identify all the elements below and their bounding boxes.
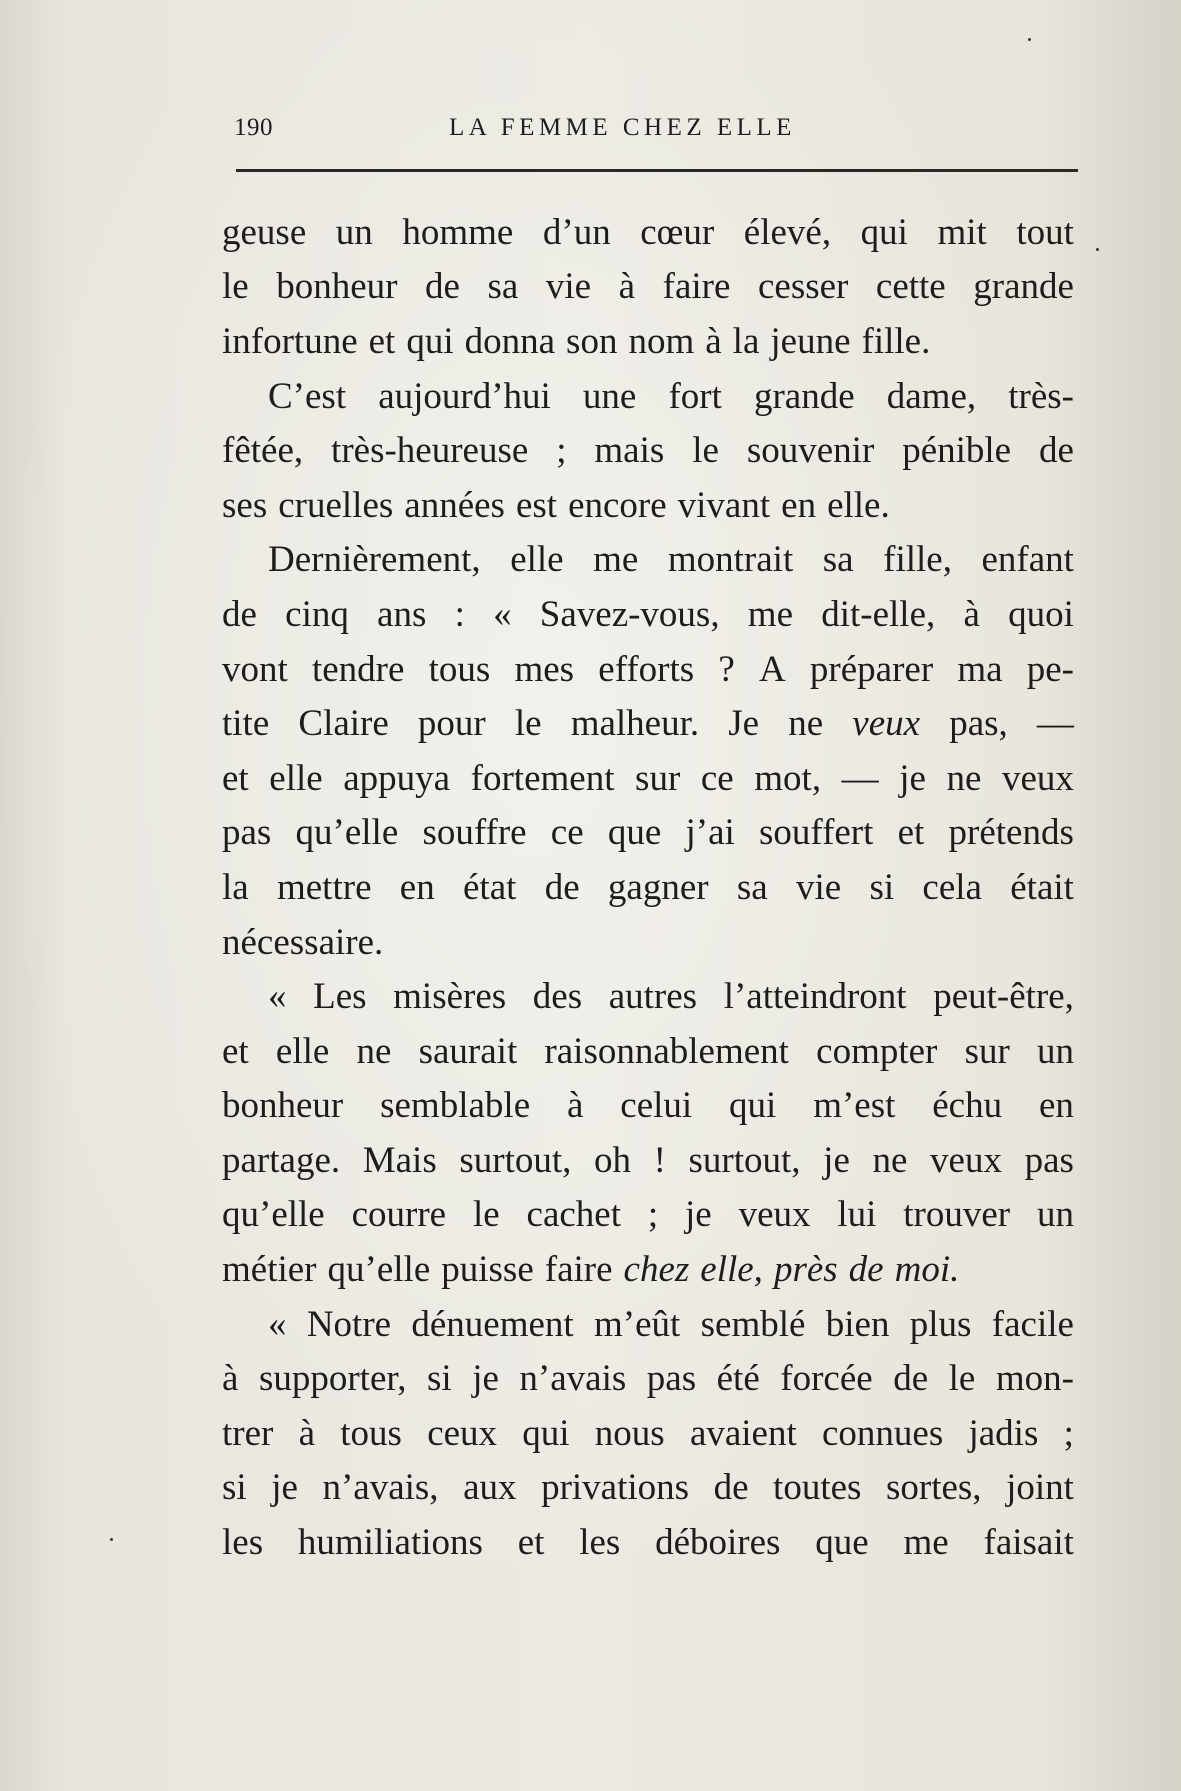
word: j’ai	[685, 812, 735, 854]
word: ses	[222, 484, 268, 526]
word: homme	[402, 211, 514, 253]
text-line	[222, 915, 1074, 970]
word: fort	[668, 375, 722, 417]
word: gagner	[607, 866, 709, 908]
word: de	[544, 866, 580, 908]
text-line	[222, 1297, 1074, 1352]
word: malheur.	[570, 703, 700, 745]
word: m’est	[813, 1085, 896, 1127]
word: mais	[594, 430, 665, 472]
word: de	[713, 1467, 749, 1509]
word: nous	[594, 1412, 665, 1454]
word: «	[268, 1303, 287, 1345]
word: à	[963, 593, 980, 635]
word: me	[593, 539, 639, 581]
word: C’est	[268, 375, 347, 417]
word: semblable	[380, 1085, 531, 1127]
running-title: LA FEMME CHEZ ELLE	[449, 114, 796, 141]
word: privations	[541, 1467, 690, 1509]
word: dame,	[886, 375, 977, 417]
word: qui	[729, 1085, 777, 1127]
word: et	[222, 757, 249, 799]
word: de	[425, 266, 460, 308]
word: elle.	[827, 484, 890, 526]
word: efforts	[598, 648, 695, 690]
word: l’atteindront	[723, 976, 907, 1018]
word: elle,	[700, 1249, 763, 1291]
word: appuya	[343, 757, 451, 799]
word: la	[732, 320, 760, 362]
word: me	[747, 593, 793, 635]
word: vie	[795, 866, 842, 908]
word: jeune	[770, 320, 851, 362]
word: ;	[647, 1194, 659, 1236]
word: autres	[608, 976, 698, 1018]
word: partage.	[222, 1139, 341, 1181]
paper-speck	[110, 1538, 113, 1541]
word: peut-être,	[933, 976, 1074, 1018]
word: bonheur	[276, 266, 398, 308]
text-line	[222, 969, 1074, 1024]
word: pas	[222, 812, 272, 854]
word: donna	[464, 320, 556, 362]
word: déboires	[655, 1522, 781, 1564]
word: semblé	[700, 1303, 806, 1345]
text-line	[222, 369, 1074, 424]
word: le	[472, 1194, 500, 1236]
word: chez	[623, 1249, 690, 1291]
word: trouver	[903, 1194, 1011, 1236]
word: cesser	[757, 266, 849, 308]
word: pénible	[902, 430, 1012, 472]
word: joint	[1006, 1467, 1074, 1509]
word: cette	[875, 266, 946, 308]
word: elle	[269, 757, 323, 799]
word: sur	[964, 1030, 1010, 1072]
word: elle	[275, 1030, 330, 1072]
page-number: 190	[234, 114, 273, 141]
word: toutes	[773, 1467, 862, 1509]
word: sur	[635, 757, 681, 799]
word: «	[493, 593, 512, 635]
word: un	[1036, 1030, 1074, 1072]
word: A	[759, 648, 786, 690]
text-line	[222, 642, 1074, 697]
word: Notre	[306, 1303, 392, 1345]
header-rule	[236, 169, 1078, 172]
word: bonheur	[222, 1085, 344, 1127]
word: quoi	[1008, 593, 1074, 635]
word: le	[222, 266, 249, 308]
word: pas,	[949, 703, 1008, 745]
text-line	[222, 696, 1074, 751]
text-line	[222, 533, 1074, 588]
word: supporter,	[258, 1358, 407, 1400]
word: compter	[816, 1030, 938, 1072]
word: un	[1037, 1194, 1074, 1236]
word: plus	[909, 1303, 972, 1345]
word: ma	[957, 648, 1003, 690]
word: prétends	[948, 812, 1074, 854]
word: sa	[822, 539, 854, 581]
word: pas	[1024, 1139, 1074, 1181]
text-line	[222, 806, 1074, 861]
word: fille,	[883, 539, 952, 581]
word: ce	[700, 757, 734, 799]
word: d’un	[542, 211, 611, 253]
word: elle	[510, 539, 564, 581]
word: raisonnablement	[544, 1030, 789, 1072]
word: à	[566, 1085, 584, 1127]
word: puisse	[441, 1249, 534, 1291]
word: si	[869, 866, 895, 908]
body-text	[222, 205, 1074, 1570]
word: cinq	[285, 593, 349, 635]
word: son	[566, 320, 618, 362]
word: :	[454, 593, 465, 635]
word: ce	[550, 812, 584, 854]
word: échu	[932, 1085, 1003, 1127]
word: veux	[738, 1194, 811, 1236]
word: dit-elle,	[821, 593, 936, 635]
word: qui	[406, 320, 454, 362]
word: très-	[1008, 375, 1074, 417]
word: qui	[860, 211, 908, 253]
word: connues	[822, 1412, 944, 1454]
word: souffre	[422, 812, 527, 854]
word: avaient	[689, 1412, 797, 1454]
text-line	[222, 1351, 1074, 1406]
text-line	[222, 1079, 1074, 1134]
word: —	[841, 757, 879, 799]
word: de	[1039, 430, 1074, 472]
word: saurait	[418, 1030, 518, 1072]
word: le	[514, 703, 542, 745]
word: les	[579, 1522, 621, 1564]
word: moi.	[894, 1249, 960, 1291]
word: nom	[628, 320, 695, 362]
word: et	[517, 1522, 545, 1564]
word: Dernièrement,	[268, 539, 481, 581]
word: préparer	[809, 648, 934, 690]
word: était	[1010, 866, 1074, 908]
word: ?	[718, 648, 735, 690]
word: les	[222, 1522, 264, 1564]
word: sa	[487, 266, 519, 308]
text-line	[222, 1242, 1074, 1297]
word: infortune	[222, 320, 358, 362]
word: et	[368, 320, 396, 362]
word: vont	[222, 648, 288, 690]
word: m’eût	[594, 1303, 681, 1345]
word: !	[653, 1139, 666, 1181]
word: années	[404, 484, 505, 526]
word: veux	[852, 703, 921, 745]
word: que	[815, 1522, 869, 1564]
text-line	[222, 1461, 1074, 1516]
text-line	[222, 478, 1074, 533]
word: de	[222, 593, 257, 635]
word: ;	[1063, 1412, 1074, 1454]
word: qu’elle	[327, 1249, 431, 1291]
word: n’avais,	[322, 1467, 439, 1509]
word: humiliations	[297, 1522, 483, 1564]
word: trer	[222, 1412, 274, 1454]
word: souvenir	[746, 430, 875, 472]
word: Mais	[362, 1139, 437, 1181]
word: oh	[593, 1139, 631, 1181]
word: ne	[788, 703, 824, 745]
word: si	[222, 1467, 247, 1509]
word: pas	[646, 1358, 697, 1400]
word: aux	[463, 1467, 517, 1509]
word: en	[781, 484, 817, 526]
word: près	[773, 1249, 838, 1291]
word: surtout,	[688, 1139, 801, 1181]
word: à	[618, 266, 636, 308]
word: été	[716, 1358, 760, 1400]
word: je	[271, 1467, 298, 1509]
word: courre	[351, 1194, 447, 1236]
word: tendre	[311, 648, 405, 690]
word: vie	[545, 266, 592, 308]
word: bien	[825, 1303, 890, 1345]
word: à	[298, 1412, 316, 1454]
word: faisait	[983, 1522, 1074, 1564]
text-line	[222, 587, 1074, 642]
word: à	[222, 1358, 239, 1400]
word: de	[893, 1358, 929, 1400]
word: tite	[222, 703, 270, 745]
word: et	[897, 812, 925, 854]
text-line	[222, 1406, 1074, 1461]
word: que	[607, 812, 662, 854]
word: sortes,	[885, 1467, 982, 1509]
text-line	[222, 1133, 1074, 1188]
word: mot,	[754, 757, 822, 799]
word: lui	[837, 1194, 877, 1236]
word: veux	[930, 1139, 1002, 1181]
word: je	[823, 1139, 850, 1181]
word: Claire	[298, 703, 389, 745]
word: faire	[662, 266, 731, 308]
word: cela	[922, 866, 982, 908]
word: «	[268, 976, 287, 1018]
word: pour	[417, 703, 486, 745]
word: cachet	[526, 1194, 621, 1236]
word: grande	[753, 375, 855, 417]
word: un	[335, 211, 373, 253]
paper-speck	[1096, 248, 1099, 251]
word: encore	[568, 484, 667, 526]
word: sa	[736, 866, 768, 908]
text-line	[222, 1515, 1074, 1570]
word: et	[222, 1030, 249, 1072]
word: faire	[544, 1249, 613, 1291]
word: mettre	[276, 866, 372, 908]
word: tous	[340, 1412, 402, 1454]
word: nécessaire.	[222, 921, 384, 963]
word: métier	[222, 1249, 317, 1291]
word: montrait	[667, 539, 794, 581]
word: à	[705, 320, 722, 362]
word: grande	[973, 266, 1074, 308]
text-line	[222, 314, 1074, 369]
word: tout	[1016, 211, 1074, 253]
word: ne	[356, 1030, 392, 1072]
word: état	[463, 866, 517, 908]
word: je	[685, 1194, 712, 1236]
word: ne	[872, 1139, 908, 1181]
word: forcée	[780, 1358, 873, 1400]
text-line	[222, 1188, 1074, 1243]
word: ne	[946, 757, 982, 799]
word: fille.	[861, 320, 931, 362]
word: cœur	[640, 211, 715, 253]
word: une	[582, 375, 637, 417]
word: ceux	[427, 1412, 498, 1454]
page-header	[234, 112, 1076, 152]
word: Les	[313, 976, 367, 1018]
text-line	[222, 860, 1074, 915]
word: très-heureuse	[331, 430, 529, 472]
word: vivant	[677, 484, 771, 526]
word: facile	[991, 1303, 1074, 1345]
word: qu’elle	[295, 812, 399, 854]
word: misères	[393, 976, 507, 1018]
word: veux	[1001, 757, 1074, 799]
word: je	[899, 757, 926, 799]
word: le	[692, 430, 719, 472]
word: en	[399, 866, 435, 908]
word: celui	[620, 1085, 693, 1127]
word: je	[472, 1358, 499, 1400]
word: n’avais	[519, 1358, 627, 1400]
word: aujourd’hui	[378, 375, 551, 417]
word: qu’elle	[222, 1194, 325, 1236]
word: ans	[377, 593, 427, 635]
word: Savez-vous,	[539, 593, 720, 635]
word: ;	[556, 430, 567, 472]
paper-speck	[1028, 38, 1031, 41]
word: me	[903, 1522, 949, 1564]
word: surtout,	[459, 1139, 572, 1181]
word: mes	[514, 648, 575, 690]
word: la	[222, 866, 249, 908]
text-line	[222, 423, 1074, 478]
word: fêtée,	[222, 430, 304, 472]
word: mon-	[995, 1358, 1074, 1400]
text-line	[222, 751, 1074, 806]
word: fortement	[470, 757, 615, 799]
word: tous	[428, 648, 491, 690]
word: le	[948, 1358, 976, 1400]
word: mit	[937, 211, 987, 253]
text-line	[222, 260, 1074, 315]
word: de	[848, 1249, 884, 1291]
word: des	[532, 976, 583, 1018]
word: est	[515, 484, 558, 526]
word: jadis	[968, 1412, 1039, 1454]
word: pe-	[1026, 648, 1074, 690]
word: si	[426, 1358, 452, 1400]
word: élevé,	[743, 211, 832, 253]
word: en	[1038, 1085, 1074, 1127]
word: geuse	[222, 211, 307, 253]
text-line	[222, 205, 1074, 260]
word: —	[1036, 703, 1074, 745]
word: Je	[728, 703, 760, 745]
word: dénuement	[411, 1303, 574, 1345]
word: enfant	[981, 539, 1074, 581]
text-line	[222, 1024, 1074, 1079]
word: cruelles	[278, 484, 394, 526]
word: qui	[522, 1412, 570, 1454]
word: souffert	[759, 812, 874, 854]
